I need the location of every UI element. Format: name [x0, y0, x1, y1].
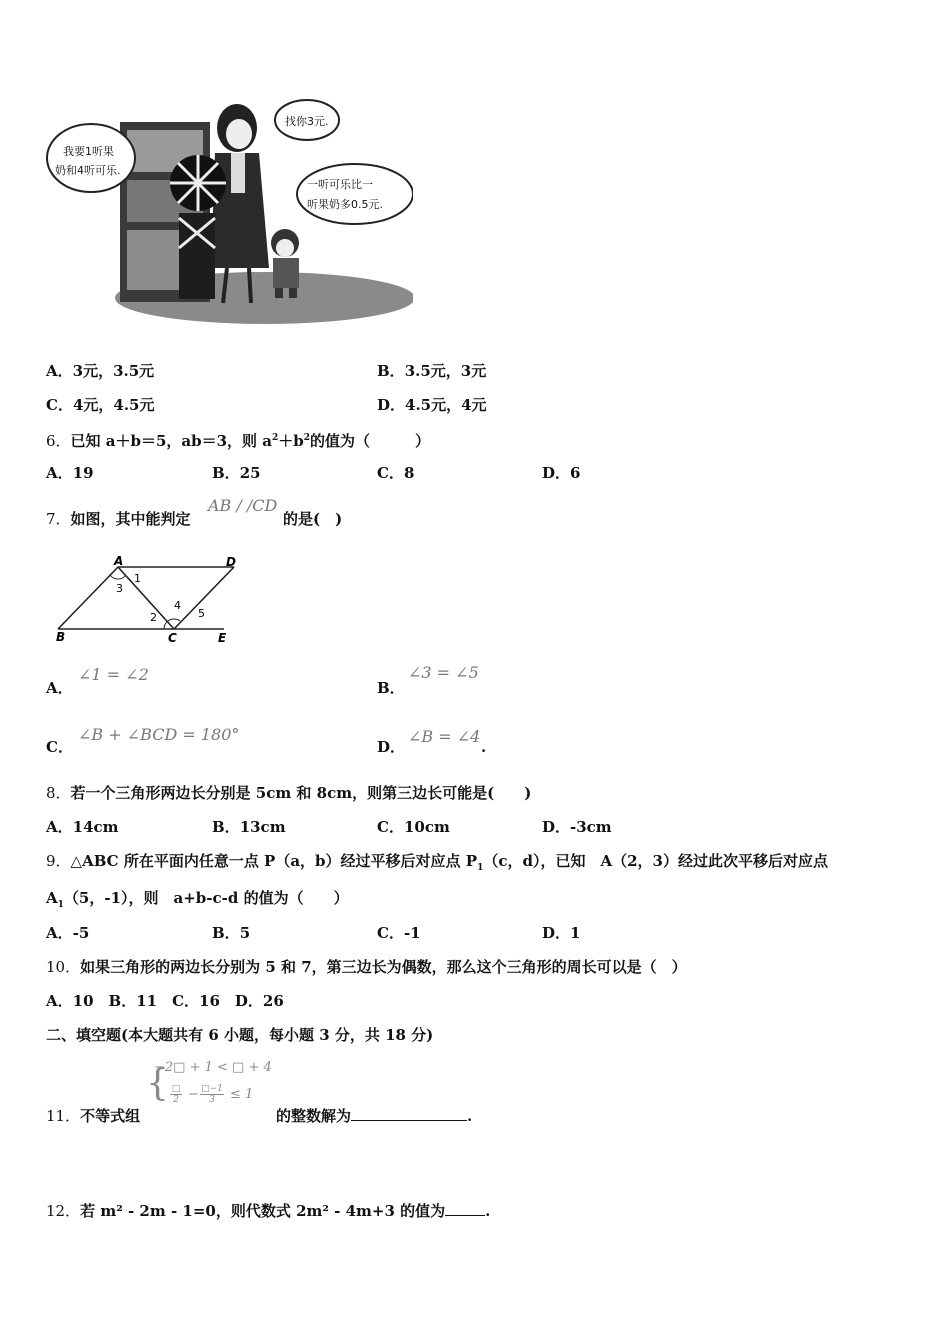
q7-option-b-formula: ∠3 = ∠5	[408, 663, 479, 682]
q7-stem-a: 7．如图，其中能判定	[46, 510, 191, 528]
q5-option-a: A．3元，3.5元	[46, 362, 155, 380]
bubble-top-text: 找你3元.	[285, 115, 329, 128]
bubble-left-line2: 奶和4听可乐.	[55, 164, 121, 177]
q6-option-a: A．19	[46, 464, 94, 482]
angle-5: 5	[198, 607, 205, 620]
q6-option-c: C．8	[377, 464, 415, 482]
q6-option-b: B．25	[212, 464, 261, 482]
q9-stem-line1: 9．△ABC 所在平面内任意一点 P（a，b）经过平移后对应点 $P_1(c$，d），已知 A（2，3）经过此次平移后对应点	[46, 852, 828, 873]
q5-option-d: D．4.5元，4元	[377, 396, 487, 414]
q11-answer-blank[interactable]	[351, 1106, 467, 1121]
q5-option-b: B．3.5元，3元	[377, 362, 487, 380]
q11-leq: ≤ 1	[230, 1087, 254, 1102]
label-B: B	[56, 630, 66, 643]
q11-minus: −	[188, 1087, 199, 1102]
q10-stem: 10．如果三角形的两边长分别为 5 和 7，第三边长为偶数，那么这个三角形的周长可以是（ ）	[46, 958, 687, 976]
q6-stem: 6．已知 a＋b＝5，ab＝3，则 $a^2+b^2$的值为（ ）	[46, 432, 431, 450]
q6-option-d: D．6	[542, 464, 581, 482]
label-D: D	[226, 555, 236, 569]
q8-option-a: A．14cm	[46, 818, 119, 836]
q7-option-c-letter: C．	[46, 738, 73, 756]
section2-title: 二、填空题(本大题共有 6 小题，每小题 3 分，共 18 分)	[46, 1026, 434, 1044]
shop-illustration	[45, 98, 413, 330]
q12-answer-blank[interactable]	[445, 1201, 485, 1216]
q11-ineq1: −2□ + 1 < □ + 4	[154, 1060, 272, 1075]
q7-option-a-formula: ∠1 = ∠2	[78, 665, 149, 684]
angle-4: 4	[174, 599, 181, 612]
q9-option-b: B．5	[212, 924, 251, 942]
q7-option-d-tail: .	[481, 738, 487, 756]
q7-figure	[44, 555, 244, 643]
q11-frac1: □ 2	[171, 1084, 181, 1105]
girl-body	[179, 213, 215, 299]
bubble-right-line1: 一听可乐比一	[307, 178, 373, 191]
label-E: E	[218, 631, 227, 643]
q7-option-c-formula: ∠B + ∠BCD = 180°	[78, 725, 240, 744]
q9-option-d: D．1	[542, 924, 581, 942]
q12-stem: 12．若 m² - 2m - 1=0，则代数式 2m² - 4m+3 的值为 .	[46, 1202, 491, 1220]
angle-3: 3	[116, 582, 123, 595]
q11-stem-a: 11．不等式组	[46, 1107, 141, 1125]
bubble-right-line2: 听果奶多0.5元.	[307, 198, 383, 211]
q8-option-c: C．10cm	[377, 818, 450, 836]
q8-option-b: B．13cm	[212, 818, 286, 836]
q7-option-b-letter: B．	[377, 679, 405, 697]
q9-stem-line2: $A_1(5$，-1），则 a+b-c-d 的值为（ ）	[46, 889, 349, 910]
q8-stem: 8．若一个三角形两边长分别是 5cm 和 8cm，则第三边长可能是( )	[46, 784, 532, 802]
label-C: C	[168, 631, 177, 643]
q11-stem-b: 的整数解为 .	[276, 1107, 473, 1125]
q11-frac2: □−1 3	[201, 1084, 223, 1105]
q7-formula: AB / /CD	[208, 496, 278, 515]
q10-options: A．10 B．11 C．16 D．26	[46, 992, 284, 1010]
q7-option-a-letter: A．	[46, 679, 73, 697]
q7-stem-b: 的是( )	[283, 510, 343, 528]
boy-body	[273, 258, 299, 288]
bubble-right	[297, 164, 413, 224]
label-A: A	[114, 555, 124, 568]
q9-option-a: A．-5	[46, 924, 90, 942]
bubble-left-line1: 我要1听果	[63, 145, 114, 158]
brace: {	[146, 1063, 169, 1104]
q11-inequality-system	[146, 1058, 276, 1118]
q7-option-d-formula: ∠B = ∠4	[408, 727, 481, 746]
q8-option-d: D．-3cm	[542, 818, 612, 836]
q7-option-d-letter: D．	[377, 738, 406, 756]
bubble-left	[47, 124, 135, 192]
q5-option-c: C．4元，4.5元	[46, 396, 155, 414]
angle-2: 2	[150, 611, 157, 624]
q9-option-c: C．-1	[377, 924, 421, 942]
angle-1: 1	[134, 572, 141, 585]
